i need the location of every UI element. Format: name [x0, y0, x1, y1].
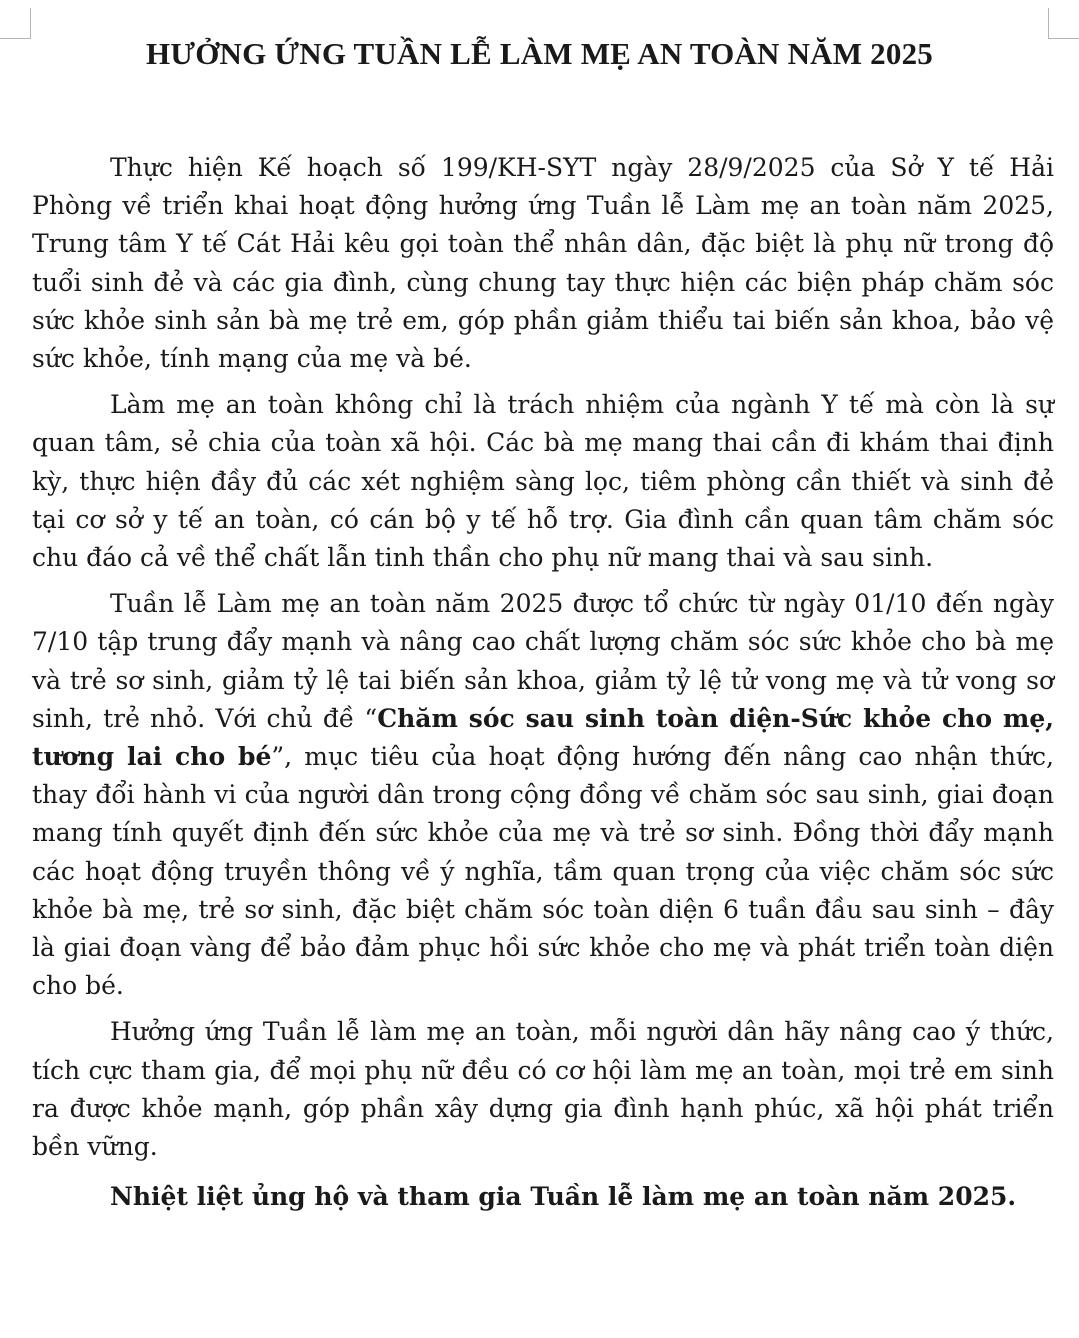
paragraph-week-theme-text-before: Tuần lễ Làm mẹ an toàn năm 2025 được tổ chức từ ngày 01/10 đến ngày 7/10 tập trung đẩy mạnh và nâng cao chất lượng chăm sóc sức khỏe cho bà mẹ và trẻ sơ sinh, giảm tỷ lệ tai biến sản khoa, giảm tỷ lệ tử vong mẹ và tử vong sơ sinh, trẻ nhỏ. Với chủ đề “ — [32, 589, 1054, 733]
paragraph-plan-intro: Thực hiện Kế hoạch số 199/KH-SYT ngày 28/9/2025 của Sở Y tế Hải Phòng về triển khai hoạt động hưởng ứng Tuần lễ Làm mẹ an toàn năm 2025, Trung tâm Y tế Cát Hải kêu gọi toàn thể nhân dân, đặc biệt là phụ nữ trong độ tuổi sinh đẻ và các gia đình, cùng chung tay thực hiện các biện pháp chăm sóc sức khỏe sinh sản bà mẹ trẻ em, góp phần giảm thiểu tai biến sản khoa, bảo vệ sức khỏe, tính mạng của mẹ và bé. — [32, 153, 1054, 374]
crop-mark-top-right — [1048, 8, 1079, 39]
closing-slogan: Nhiệt liệt ủng hộ và tham gia Tuần lễ làm mẹ an toàn năm 2025. — [110, 1182, 1017, 1212]
crop-mark-top-left — [0, 8, 31, 39]
document-title: HƯỞNG ỨNG TUẦN LỄ LÀM MẸ AN TOÀN NĂM 2025 — [146, 36, 933, 71]
paragraph-call-to-action: Hưởng ứng Tuần lễ làm mẹ an toàn, mỗi người dân hãy nâng cao ý thức, tích cực tham gia, để mọi phụ nữ đều có cơ hội làm mẹ an toàn, mọi trẻ em sinh ra được khỏe mạnh, góp phần xây dựng gia đình hạnh phúc, xã hội phát triển bền vững. — [32, 1017, 1054, 1162]
paragraph-week-theme — [32, 585, 1054, 1005]
document-body — [32, 149, 1054, 1216]
theme-highlight: Chăm sóc sau sinh toàn diện-Sức khỏe cho mẹ, tương lai cho bé — [32, 703, 1054, 772]
paragraph-week-theme-text-after: ”, mục tiêu của hoạt động hướng đến nâng cao nhận thức, thay đổi hành vi của người dân trong cộng đồng về chăm sóc sau sinh, giai đoạn mang tính quyết định đến sức khỏe của mẹ và trẻ sơ sinh. Đồng thời đẩy mạnh các hoạt động truyền thông về ý nghĩa, tầm quan trọng của việc chăm sóc sức khỏe bà mẹ, trẻ sơ sinh, đặc biệt chăm sóc toàn diện 6 tuần đầu sau sinh – đây là giai đoạn vàng để bảo đảm phục hồi sức khỏe cho mẹ và phát triển toàn diện cho bé. — [32, 742, 1054, 1001]
paragraph-safe-motherhood-responsibility: Làm mẹ an toàn không chỉ là trách nhiệm của ngành Y tế mà còn là sự quan tâm, sẻ chia của toàn xã hội. Các bà mẹ mang thai cần đi khám thai định kỳ, thực hiện đầy đủ các xét nghiệm sàng lọc, tiêm phòng cần thiết và sinh đẻ tại cơ sở y tế an toàn, có cán bộ y tế hỗ trợ. Gia đình cần quan tâm chăm sóc chu đáo cả về thể chất lẫn tinh thần cho phụ nữ mang thai và sau sinh. — [32, 390, 1054, 573]
